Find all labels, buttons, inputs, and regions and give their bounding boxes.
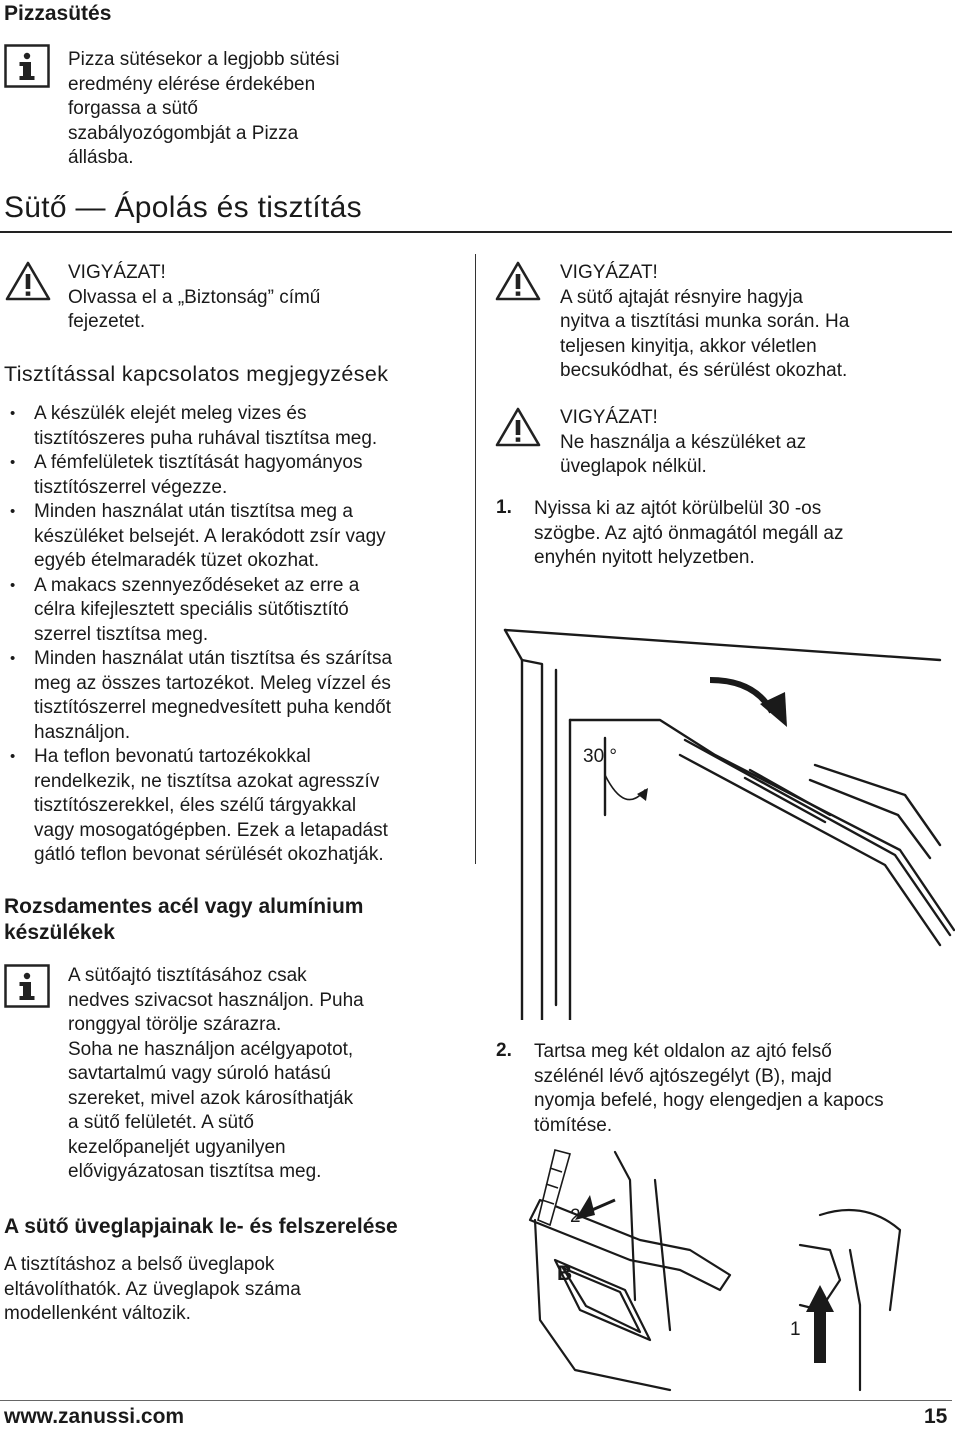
text-line: készülékek [4,921,115,944]
text-line: kezelőpaneljét ugyanilyen [68,1136,286,1158]
text-line: • Ha teflon bevonatú tartozékokkal [34,746,311,767]
left-warning [68,261,320,335]
text-line: Tartsa meg két oldalon az ajtó felső [534,1041,832,1062]
list-item [4,451,464,500]
text-line: szerrel tisztítsa meg. [34,623,209,645]
text-line: fejezetet. [68,311,146,332]
text-line: készüléket belsejét. A lerakódott zsír vagy [34,525,386,547]
text-line: forgassa a sütő [68,98,198,119]
arrow-1-icon [814,1308,826,1363]
figure-label-b: B [557,1262,573,1285]
column-divider [475,254,476,864]
list-item [4,402,464,451]
text-line: modellenként változik. [4,1303,191,1324]
text-line: becsukódhat, és sérülést okozhat. [560,360,848,381]
text-line: tisztítószerrel megnedvesített puha kendőt [34,697,391,718]
glass-text [4,1253,301,1327]
cleaning-notes-title: Tisztítással kapcsolatos megjegyzések [4,362,389,386]
text-line: • A készülék elejét meleg vizes és [34,403,307,424]
text-line: célra kifejlesztett speciális sütőtisztító [34,599,349,620]
figure-label-1: 1 [790,1319,801,1340]
list-item [4,647,464,745]
text-line: A tisztításhoz a belső üveglapok [4,1254,275,1275]
list-item [4,500,464,574]
text-line: • Minden használat után tisztítsa meg a [34,501,353,522]
list-item [4,574,464,648]
info-icon [4,964,50,1008]
text-line: A sütőajtó tisztításához csak [68,965,307,986]
text-line: teljesen kinyitja, akkor véletlen [560,335,817,357]
text-line: Nyissa ki az ajtót körülbelül 30 -os [534,498,822,519]
text-line: Olvassa el a „Biztonság” című [68,286,321,308]
angle-label: 30 ° [583,746,618,767]
pizza-info-text [68,48,339,171]
text-line: A sütő ajtaját résnyire hagyja [560,286,803,308]
info-icon [4,44,50,88]
glass-title: A sütő üveglapjainak le- és felszerelése [4,1215,398,1238]
text-line: tisztítószeres puha ruhával tisztítsa meg. [34,427,378,449]
oven-door-figure [500,600,955,1020]
stainless-title [4,894,363,946]
text-line: szögbe. Az ajtó önmagától megáll az [534,522,844,544]
text-line: eltávolíthatók. Az üveglapok száma [4,1278,301,1300]
right-warning-2 [560,406,806,480]
arrow-1-head-icon [806,1285,834,1312]
angle-arrow [637,788,648,801]
text-line: nyomja befelé, hogy elengedjen a kapocs [534,1090,884,1111]
warning-icon [494,406,542,448]
open-arrow-icon [710,680,772,712]
list-item [4,745,464,868]
page-title: Sütő — Ápolás és tisztítás [4,191,362,224]
text-line: szereket, mivel azok károsíthatják [68,1087,354,1109]
step-number: 2. [496,1040,512,1061]
step-number: 1. [496,497,512,518]
text-line: szabályozógombját a Pizza [68,122,299,144]
text-line: elővigyázatosan tisztítsa meg. [68,1161,322,1182]
text-line: üveglapok nélkül. [560,456,707,477]
warning-label: VIGYÁZAT! [68,262,166,283]
text-line: • A fémfelületek tisztítását hagyományos [34,452,363,473]
step-1-text [534,497,843,571]
text-line: állásba. [68,147,134,168]
text-line: meg az összes tartozékot. Meleg vízzel és [34,672,391,694]
warning-label: VIGYÁZAT! [560,262,658,283]
text-line: eredmény elérése érdekében [68,73,316,95]
figure-label-2: 2 [570,1206,581,1227]
text-line: • A makacs szennyeződéseket az erre a [34,574,360,596]
warning-label: VIGYÁZAT! [560,407,658,428]
text-line: használjon. [34,721,131,743]
text-line: gátló teflon bevonat sérülését okozhatják. [34,844,384,865]
warning-icon [494,260,542,302]
step-2-text [534,1040,884,1138]
page-number: 15 [924,1405,948,1428]
text-line: tisztítószerrel végezze. [34,476,228,498]
stainless-info-text [68,964,364,1185]
title-divider [0,231,952,233]
clip-part-icon [538,1150,570,1225]
text-line: nyitva a tisztítási munka során. Ha [560,311,850,332]
text-line: Ne használja a készüléket az [560,431,807,453]
text-line: Soha ne használjon acélgyapotot, [68,1038,354,1060]
footer-divider [0,1400,952,1401]
text-line: savtartalmú vagy súroló hatású [68,1063,331,1084]
cleaning-notes-list [4,402,464,868]
footer-url[interactable]: www.zanussi.com [4,1405,185,1428]
text-line: szélénél lévő ajtószegélyt (B), majd [534,1065,832,1087]
text-line: rendelkezik, ne tisztítsa azokat agresszív [34,770,380,792]
door-trim-figure [500,1140,955,1400]
text-line: tömítése. [534,1114,613,1136]
text-line: enyhén nyitott helyzetben. [534,547,755,568]
warning-icon [4,260,52,302]
text-line: • Minden használat után tisztítsa és szárítsa [34,648,393,669]
text-line: nedves szivacsot használjon. Puha [68,989,364,1011]
text-line: Pizza sütésekor a legjobb sütési [68,49,340,70]
text-line: vagy mosogatógépben. Ezek a letapadást [34,819,388,841]
section-title-pizza: Pizzasütés [4,2,112,25]
right-warning-1 [560,261,849,384]
text-line: Rozsdamentes acél vagy alumínium [4,895,364,918]
text-line: ronggyal törölje szárazra. [68,1014,282,1035]
text-line: a sütő felületét. A sütő [68,1112,254,1133]
text-line: egyéb ételmaradék tüzet okozhat. [34,550,320,571]
text-line: tisztítószerekkel, éles szélű tárgyakkal [34,795,357,816]
